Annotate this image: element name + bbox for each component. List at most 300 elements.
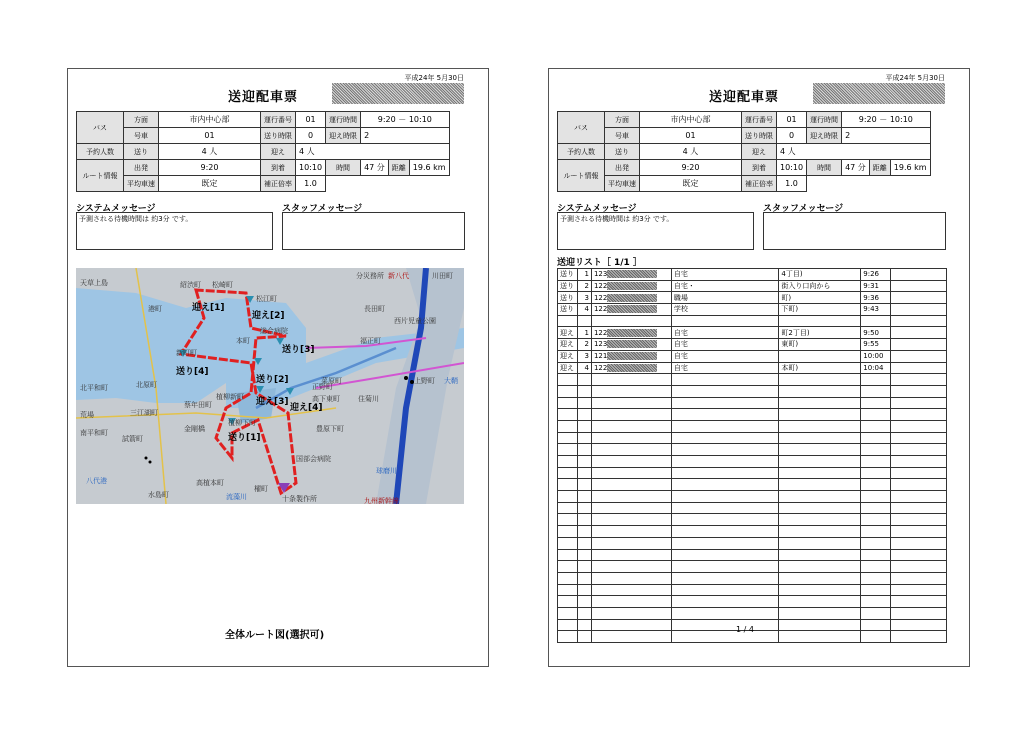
staff-message-box — [763, 212, 946, 250]
row-blank — [891, 339, 947, 351]
row-blank — [891, 444, 947, 456]
send-count-value: 4 人 — [159, 144, 261, 160]
row-number — [577, 374, 591, 386]
duration-value: 47 分 — [361, 160, 389, 176]
row-type — [558, 385, 578, 397]
sheet-title: 送迎配車票 — [709, 90, 780, 105]
row-address: 街入り口向から — [779, 280, 861, 292]
row-blank — [891, 292, 947, 304]
row-user-id — [591, 596, 671, 608]
row-blank — [891, 549, 947, 561]
reserved-label: 予約人数 — [558, 144, 605, 160]
row-time — [861, 631, 891, 643]
map-place-label: 菜原町 — [321, 377, 342, 385]
row-address: 本町) — [779, 362, 861, 374]
row-type — [558, 374, 578, 386]
row-time — [861, 502, 891, 514]
arrive-label: 到着 — [742, 160, 777, 176]
route-map[interactable] — [76, 268, 464, 504]
row-place: 自宅・ — [671, 280, 779, 292]
table-row — [558, 584, 947, 596]
row-user-id — [591, 397, 671, 409]
row-time: 9:26 — [861, 269, 891, 281]
row-blank — [891, 631, 947, 643]
row-time — [861, 397, 891, 409]
row-type: 迎え — [558, 339, 578, 351]
row-user-id — [591, 315, 671, 327]
row-address — [779, 444, 861, 456]
row-time: 9:36 — [861, 292, 891, 304]
car-no-value: 01 — [159, 128, 261, 144]
row-number — [577, 607, 591, 619]
row-time — [861, 432, 891, 444]
row-place — [671, 374, 779, 386]
pickup-time-value: 2 — [361, 128, 450, 144]
map-place-label: 西片児童公園 — [394, 317, 436, 325]
row-place — [671, 537, 779, 549]
row-user-id-text: 122 — [593, 363, 608, 372]
table-row — [558, 432, 947, 444]
map-caption[interactable]: 全体ルート図(選択可) — [225, 630, 325, 641]
row-blank — [891, 561, 947, 573]
redacted-name — [607, 305, 657, 313]
row-blank — [891, 572, 947, 584]
row-number — [577, 479, 591, 491]
row-number — [577, 514, 591, 526]
row-address — [779, 537, 861, 549]
run-no-value: 01 — [777, 112, 807, 128]
row-blank — [891, 385, 947, 397]
route-stop-label[interactable]: 送り[3] — [282, 345, 315, 355]
redacted-name — [607, 294, 657, 302]
row-number: 2 — [577, 280, 591, 292]
row-address: 町) — [779, 292, 861, 304]
row-blank — [891, 315, 947, 327]
row-address — [779, 385, 861, 397]
redacted-block — [813, 83, 945, 104]
map-place-label: 荒場 — [80, 411, 94, 419]
map-place-label: 北原町 — [136, 381, 157, 389]
table-row — [558, 420, 947, 432]
row-type — [558, 514, 578, 526]
row-user-id-text: 123 — [593, 340, 608, 349]
arrive-label: 到着 — [261, 160, 296, 176]
row-number: 3 — [577, 350, 591, 362]
map-place-label: 上野町 — [414, 377, 435, 385]
row-blank — [891, 479, 947, 491]
table-row — [558, 561, 947, 573]
row-place — [671, 479, 779, 491]
row-place — [671, 514, 779, 526]
row-blank — [891, 350, 947, 362]
dispatch-sheet-map-page — [67, 68, 489, 667]
row-type — [558, 619, 578, 631]
depart-label: 出発 — [124, 160, 159, 176]
row-place — [671, 631, 779, 643]
row-user-id — [591, 420, 671, 432]
row-blank — [891, 327, 947, 339]
row-type — [558, 479, 578, 491]
row-blank — [891, 619, 947, 631]
row-user-id — [591, 269, 671, 281]
issue-date: 平成24年 5月30日 — [885, 74, 945, 82]
table-row — [558, 607, 947, 619]
table-row — [558, 479, 947, 491]
table-row — [558, 526, 947, 538]
row-place — [671, 409, 779, 421]
row-address — [779, 607, 861, 619]
correction-label: 補正倍率 — [742, 176, 777, 192]
map-place-label: 分災務所 — [356, 272, 384, 280]
map-place-label: 流藻川 — [226, 493, 247, 501]
row-place — [671, 397, 779, 409]
staff-message-box — [282, 212, 465, 250]
table-row — [558, 596, 947, 608]
row-user-id-text: 122 — [593, 328, 608, 337]
row-place — [671, 420, 779, 432]
row-number — [577, 572, 591, 584]
row-place: 自宅 — [671, 362, 779, 374]
table-row — [558, 537, 947, 549]
page-number: 1 / 4 — [736, 625, 754, 634]
arrive-value: 10:10 — [777, 160, 807, 176]
run-time-label: 運行時間 — [807, 112, 842, 128]
row-time — [861, 479, 891, 491]
row-time — [861, 596, 891, 608]
bus-label: バス — [558, 112, 605, 144]
row-number: 4 — [577, 304, 591, 316]
row-place: 学校 — [671, 304, 779, 316]
row-type — [558, 537, 578, 549]
row-user-id — [591, 292, 671, 304]
map-place-label: 本町 — [236, 337, 250, 345]
route-stop-label[interactable]: 送り[1] — [228, 433, 261, 443]
row-address — [779, 619, 861, 631]
map-place-label: 高下東町 — [312, 395, 340, 403]
row-time — [861, 420, 891, 432]
row-number — [577, 631, 591, 643]
map-place-label: 港町 — [148, 305, 162, 313]
map-place-label: 三江湖町 — [130, 409, 158, 417]
table-row — [558, 444, 947, 456]
map-place-label: 北平和町 — [80, 384, 108, 392]
row-time — [861, 444, 891, 456]
depart-value: 9:20 — [640, 160, 742, 176]
map-place-label: 九州新幹線 — [364, 497, 399, 504]
row-place — [671, 432, 779, 444]
row-place — [671, 561, 779, 573]
row-user-id — [591, 631, 671, 643]
row-time — [861, 619, 891, 631]
table-row — [558, 315, 947, 327]
map-place-label: 川田町 — [432, 272, 453, 280]
row-address: 町2丁目) — [779, 327, 861, 339]
map-place-label: 松江町 — [256, 295, 277, 303]
row-number — [577, 397, 591, 409]
route-stop-label[interactable]: 迎え[2] — [252, 311, 285, 321]
row-number — [577, 491, 591, 503]
route-stop-label[interactable]: 送り[4] — [176, 367, 209, 377]
map-place-label: 植柳新町 — [216, 393, 244, 401]
route-stop-label[interactable]: 送り[2] — [256, 375, 289, 385]
row-place: 自宅 — [671, 339, 779, 351]
map-place-label: 水島町 — [148, 491, 169, 499]
table-row — [558, 350, 947, 362]
send-count-value: 4 人 — [640, 144, 742, 160]
row-blank — [891, 374, 947, 386]
row-address — [779, 549, 861, 561]
run-no-value: 01 — [296, 112, 326, 128]
row-time: 9:55 — [861, 339, 891, 351]
table-row — [558, 339, 947, 351]
map-place-label: 新町町 — [176, 349, 197, 357]
map-place-label: 金剛橋 — [184, 425, 205, 433]
direction-label: 方面 — [124, 112, 159, 128]
row-place — [671, 572, 779, 584]
row-time — [861, 315, 891, 327]
arrive-value: 10:10 — [296, 160, 326, 176]
row-number — [577, 596, 591, 608]
row-user-id — [591, 479, 671, 491]
row-address — [779, 502, 861, 514]
row-user-id-text: 123 — [593, 270, 608, 279]
map-place-label: 蔡年田町 — [184, 401, 212, 409]
map-place-label: 福正町 — [360, 337, 381, 345]
map-place-label: 十条製作所 — [282, 495, 317, 503]
route-stop-label[interactable]: 迎え[4] — [290, 403, 323, 413]
send-time-value: 0 — [777, 128, 807, 144]
pickup-time-label: 迎え時限 — [326, 128, 361, 144]
row-time — [861, 526, 891, 538]
row-user-id — [591, 561, 671, 573]
correction-value: 1.0 — [777, 176, 807, 192]
row-type — [558, 456, 578, 468]
row-user-id-text: 122 — [593, 282, 608, 291]
row-number: 1 — [577, 327, 591, 339]
route-label: ルート情報 — [77, 160, 124, 192]
row-address — [779, 432, 861, 444]
row-time: 10:04 — [861, 362, 891, 374]
row-address: 下町) — [779, 304, 861, 316]
bus-label: バス — [77, 112, 124, 144]
row-number: 1 — [577, 269, 591, 281]
row-place — [671, 385, 779, 397]
staff-message-title: スタッフメッセージ — [282, 204, 363, 214]
reserved-label: 予約人数 — [77, 144, 124, 160]
row-blank — [891, 432, 947, 444]
row-number — [577, 409, 591, 421]
row-blank — [891, 502, 947, 514]
map-place-label: 紹渋町 — [180, 281, 201, 289]
direction-value: 市内中心部 — [640, 112, 742, 128]
map-place-label: 南平和町 — [80, 429, 108, 437]
row-blank — [891, 491, 947, 503]
row-blank — [891, 467, 947, 479]
map-place-label: 正野町 — [312, 383, 333, 391]
table-row — [558, 292, 947, 304]
row-number — [577, 315, 591, 327]
row-place — [671, 596, 779, 608]
row-user-id — [591, 339, 671, 351]
avg-speed-label: 平均車速 — [124, 176, 159, 192]
row-time — [861, 456, 891, 468]
row-user-id — [591, 456, 671, 468]
map-place-label: 大鞘 — [444, 377, 458, 385]
row-address — [779, 596, 861, 608]
row-type — [558, 409, 578, 421]
redacted-name — [607, 270, 657, 278]
issue-date: 平成24年 5月30日 — [404, 74, 464, 82]
redacted-name — [607, 364, 657, 372]
row-number — [577, 549, 591, 561]
run-no-label: 運行番号 — [742, 112, 777, 128]
avg-speed-label: 平均車速 — [605, 176, 640, 192]
row-address — [779, 526, 861, 538]
row-number — [577, 420, 591, 432]
row-user-id — [591, 619, 671, 631]
pickup-list-table — [557, 268, 947, 643]
row-time: 9:31 — [861, 280, 891, 292]
duration-value: 47 分 — [842, 160, 870, 176]
row-address — [779, 584, 861, 596]
row-type — [558, 561, 578, 573]
row-number — [577, 444, 591, 456]
route-stop-label[interactable]: 迎え[1] — [192, 303, 225, 313]
map-place-label: 球磨川 — [376, 467, 397, 475]
table-row — [558, 280, 947, 292]
row-type — [558, 315, 578, 327]
row-user-id — [591, 327, 671, 339]
row-type — [558, 397, 578, 409]
run-time-value: 9:20 － 10:10 — [842, 112, 931, 128]
row-address: 4丁目) — [779, 269, 861, 281]
row-number: 3 — [577, 292, 591, 304]
bus-info-table — [76, 111, 450, 192]
row-type — [558, 467, 578, 479]
row-address — [779, 315, 861, 327]
row-number — [577, 502, 591, 514]
row-number — [577, 561, 591, 573]
row-time — [861, 385, 891, 397]
row-blank — [891, 269, 947, 281]
send-count-label: 送り — [605, 144, 640, 160]
row-user-id — [591, 362, 671, 374]
sheet-title: 送迎配車票 — [228, 90, 299, 105]
row-place: 自宅 — [671, 269, 779, 281]
table-row — [558, 385, 947, 397]
row-user-id — [591, 584, 671, 596]
map-place-label: 八代港 — [86, 477, 107, 485]
row-user-id — [591, 409, 671, 421]
table-row — [558, 374, 947, 386]
row-place: 自宅 — [671, 327, 779, 339]
route-stop-label[interactable]: 迎え[3] — [256, 397, 289, 407]
pickup-count-label: 迎え — [261, 144, 296, 160]
row-blank — [891, 456, 947, 468]
row-address — [779, 397, 861, 409]
row-user-id — [591, 467, 671, 479]
row-place — [671, 526, 779, 538]
row-blank — [891, 409, 947, 421]
row-address — [779, 479, 861, 491]
avg-speed-value: 既定 — [640, 176, 742, 192]
map-place-label: 櫂町 — [254, 485, 268, 493]
redacted-name — [607, 352, 657, 360]
row-time — [861, 549, 891, 561]
table-row — [558, 549, 947, 561]
row-user-id — [591, 444, 671, 456]
row-number — [577, 432, 591, 444]
row-user-id-text: 122 — [593, 293, 608, 302]
row-user-id — [591, 432, 671, 444]
correction-value: 1.0 — [296, 176, 326, 192]
row-address — [779, 374, 861, 386]
row-address — [779, 409, 861, 421]
row-type: 送り — [558, 280, 578, 292]
table-row — [558, 327, 947, 339]
row-blank — [891, 596, 947, 608]
row-user-id — [591, 537, 671, 549]
redacted-name — [607, 282, 657, 290]
table-row — [558, 502, 947, 514]
map-place-label: 住菊川 — [358, 395, 379, 403]
send-time-label: 送り時限 — [261, 128, 296, 144]
row-place — [671, 456, 779, 468]
route-label: ルート情報 — [558, 160, 605, 192]
row-number — [577, 526, 591, 538]
row-number — [577, 456, 591, 468]
row-number: 2 — [577, 339, 591, 351]
row-type: 送り — [558, 269, 578, 281]
row-user-id — [591, 280, 671, 292]
row-place — [671, 444, 779, 456]
distance-value: 19.6 km — [409, 160, 449, 176]
map-place-label: 新八代 — [388, 272, 409, 280]
correction-label: 補正倍率 — [261, 176, 296, 192]
direction-value: 市内中心部 — [159, 112, 261, 128]
row-user-id — [591, 304, 671, 316]
map-place-label: 試箭町 — [122, 435, 143, 443]
duration-label: 時間 — [326, 160, 361, 176]
row-place — [671, 467, 779, 479]
run-time-label: 運行時間 — [326, 112, 361, 128]
row-user-id — [591, 350, 671, 362]
pickup-list-header: 送迎リスト［ 1/1 ］ — [557, 258, 642, 268]
system-message-title: システムメッセージ — [76, 204, 156, 214]
row-place — [671, 491, 779, 503]
row-place — [671, 619, 779, 631]
row-blank — [891, 280, 947, 292]
row-blank — [891, 537, 947, 549]
send-count-label: 送り — [124, 144, 159, 160]
row-blank — [891, 514, 947, 526]
distance-value: 19.6 km — [890, 160, 930, 176]
row-type — [558, 572, 578, 584]
row-type — [558, 631, 578, 643]
row-blank — [891, 607, 947, 619]
row-address — [779, 491, 861, 503]
row-address — [779, 350, 861, 362]
map-place-label: 長田町 — [364, 305, 385, 313]
row-time: 10:00 — [861, 350, 891, 362]
row-place — [671, 607, 779, 619]
row-time — [861, 467, 891, 479]
row-user-id — [591, 526, 671, 538]
row-address — [779, 467, 861, 479]
row-number — [577, 584, 591, 596]
row-place: 自宅 — [671, 350, 779, 362]
row-type: 送り — [558, 292, 578, 304]
